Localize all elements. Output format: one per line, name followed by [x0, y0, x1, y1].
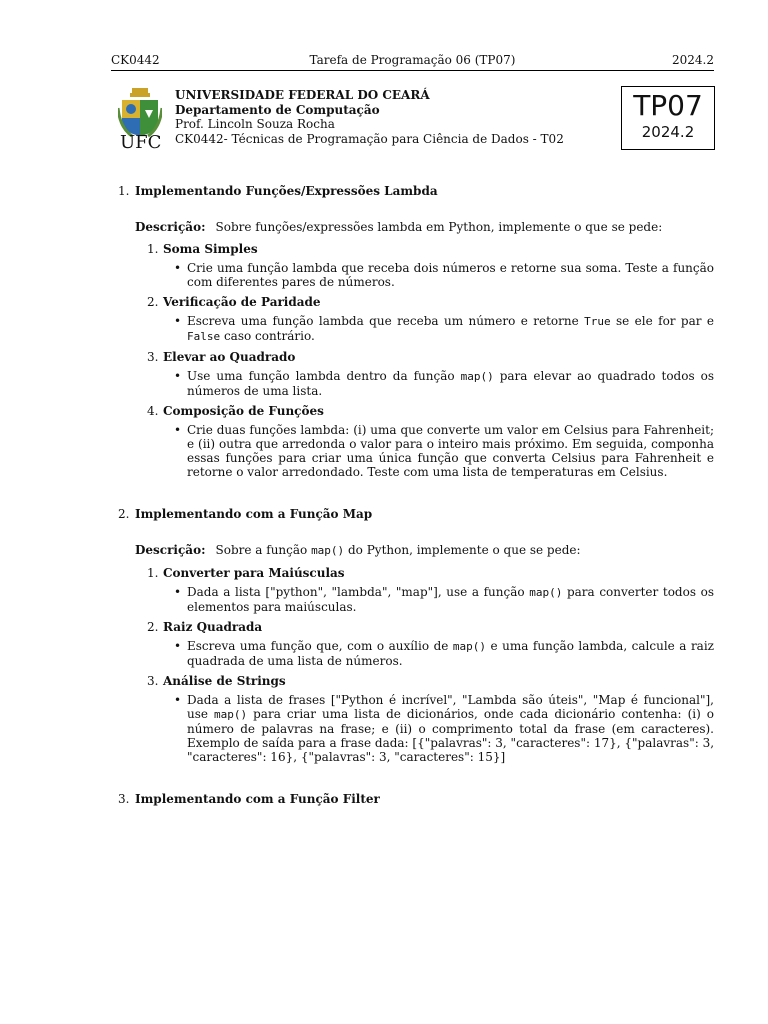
- professor-name: Prof. Lincoln Souza Rocha: [175, 117, 335, 131]
- item-bullet: • Crie duas funções lambda: (i) uma que converte um valor em Celsius para Fahrenheit; e (ii) outra que arredonda o valor para o inteiro mais próximo. Em seguida, componha essas funções para criar uma única função que converta Celsius para Fahrenheit e retorne o valor arredondado. Teste com uma lista de temperaturas em Celsius.: [174, 423, 714, 479]
- department-name: Departamento de Computação: [175, 102, 380, 117]
- item-title: Converter para Maiúsculas: [163, 566, 345, 580]
- document-body: [111, 184, 714, 806]
- bullet-text: se ele for par e: [610, 314, 714, 328]
- bullet-text: Dada a lista de frases ["Python é incrível", "Lambda são úteis", "Map é funcional"], use: [187, 693, 714, 721]
- bullet-text: Crie duas funções lambda: (i) uma que converte um valor em Celsius para Fahrenheit; e (ii) outra que arredonda o valor para o inteiro mais próximo. Em seguida, componha essas funções para criar uma única função que converta Celsius para Fahrenheit e retorne o valor arredondado. Teste com uma lista de temperaturas em Celsius.: [187, 423, 714, 479]
- section-description: [111, 220, 714, 234]
- item-number: 3.: [147, 674, 159, 688]
- code-map: map(): [311, 544, 345, 557]
- header-course-code: CK0442: [111, 53, 160, 67]
- list-item: [111, 674, 714, 688]
- section-number: 3.: [118, 792, 130, 806]
- item-title: Soma Simples: [163, 242, 258, 256]
- header-assignment: Tarefa de Programação 06 (TP07): [309, 53, 516, 67]
- item-bullet: • Use uma função lambda dentro da função map() para elevar ao quadrado todos os números de uma lista.: [174, 369, 714, 398]
- list-item: [111, 566, 714, 580]
- code-map: map(): [529, 586, 563, 599]
- section-title: [111, 507, 714, 521]
- item-title: Raiz Quadrada: [163, 620, 263, 634]
- section-description: [111, 543, 714, 558]
- page-header: [111, 52, 714, 71]
- item-bullet: • Escreva uma função lambda que receba um número e retorne True se ele for par e False caso contrário.: [174, 314, 714, 343]
- item-title: Verificação de Paridade: [163, 295, 321, 309]
- code-false: False: [187, 330, 221, 343]
- section-number: 1.: [118, 184, 130, 198]
- bullet-text: para converter todos os elementos para maiúsculas.: [187, 585, 714, 614]
- section-title: [111, 184, 714, 198]
- section-title: [111, 792, 714, 806]
- code-map: map(): [214, 708, 248, 721]
- description-label: Descrição:: [135, 220, 206, 234]
- list-item: [111, 350, 714, 364]
- item-bullet: • Dada a lista ["python", "lambda", "map"], use a função map() para converter todos os elementos para maiúsculas.: [174, 585, 714, 614]
- code-map: map(): [460, 370, 494, 383]
- bullet-text: caso contrário.: [220, 329, 315, 343]
- item-title: Análise de Strings: [163, 674, 286, 688]
- item-number: 2.: [147, 620, 159, 634]
- badge-code: TP07: [633, 89, 703, 122]
- section-number: 2.: [118, 507, 130, 521]
- item-number: 2.: [147, 295, 159, 309]
- bullet-text: Use uma função lambda dentro da função: [187, 369, 461, 383]
- code-map: map(): [452, 640, 486, 653]
- item-bullet: • Dada a lista de frases ["Python é incrível", "Lambda são úteis", "Map é funcional"], use map() para criar uma lista de dicionários, onde cada dicionário contenha: (i) o número de palavras na frase; e (ii) o comprimento total da frase (em caracteres). Exemplo de saída para a frase dada: [{"palavras": 3, "caracteres": 17}, {"palavras": 3, "caracteres": 16}, {"palavras": 3, "caracteres": 15}]: [174, 693, 715, 764]
- assignment-badge: [621, 86, 715, 150]
- list-item: [111, 620, 714, 634]
- item-number: 1.: [147, 242, 159, 256]
- bullet-text: Dada a lista ["python", "lambda", "map"], use a função: [187, 585, 530, 599]
- ufc-logo: [118, 88, 162, 152]
- list-item: [111, 242, 714, 256]
- bullet-text: Escreva uma função lambda que receba um número e retorne: [187, 314, 585, 328]
- section-title-text: Implementando com a Função Filter: [135, 792, 380, 806]
- bullet-text: Crie uma função lambda que receba dois números e retorne sua soma. Teste a função com diferentes pares de números.: [187, 261, 714, 289]
- description-label: Descrição:: [135, 543, 206, 557]
- institution-block: [175, 88, 564, 146]
- badge-term: 2024.2: [641, 123, 695, 141]
- item-title: Composição de Funções: [163, 404, 324, 418]
- item-number: 1.: [147, 566, 159, 580]
- item-bullet: • Crie uma função lambda que receba dois números e retorne sua soma. Teste a função com diferentes pares de números.: [174, 261, 714, 289]
- university-name: UNIVERSIDADE FEDERAL DO CEARÁ: [175, 88, 430, 102]
- section-title-text: Implementando Funções/Expressões Lambda: [135, 184, 438, 198]
- bullet-text: para criar uma lista de dicionários, onde cada dicionário contenha: (i) o número de palavras na frase; e (ii) o comprimento total da frase (em caracteres). Exemplo de saída para a frase dada: [{"palavras": 3, "caracteres": 17}, {"palavras": 3, "caracteres": 16}, {"palavras": 3, "caracteres": 15}]: [187, 707, 715, 764]
- section-title-text: Implementando com a Função Map: [135, 507, 373, 521]
- description-text: Sobre a função: [215, 543, 312, 557]
- bullet-text: e uma função lambda, calcule a raiz quadrada de uma lista de números.: [187, 639, 715, 668]
- ufc-logo-text: UFC: [120, 132, 162, 153]
- item-title: Elevar ao Quadrado: [163, 350, 296, 364]
- item-number: 3.: [147, 350, 159, 364]
- list-item: [111, 295, 714, 309]
- list-item: [111, 404, 714, 418]
- course-name: CK0442- Técnicas de Programação para Ciência de Dados - T02: [175, 131, 564, 146]
- description-text: do Python, implemente o que se pede:: [344, 543, 581, 557]
- item-bullet: • Escreva uma função que, com o auxílio de map() e uma função lambda, calcule a raiz quadrada de uma lista de números.: [174, 639, 715, 668]
- bullet-text: Escreva uma função que, com o auxílio de: [187, 639, 453, 653]
- description-text: Sobre funções/expressões lambda em Python, implemente o que se pede:: [215, 220, 663, 234]
- header-term: 2024.2: [672, 53, 714, 67]
- item-number: 4.: [147, 404, 159, 418]
- code-true: True: [584, 315, 611, 328]
- bullet-text: para elevar ao quadrado todos os números de uma lista.: [187, 369, 714, 398]
